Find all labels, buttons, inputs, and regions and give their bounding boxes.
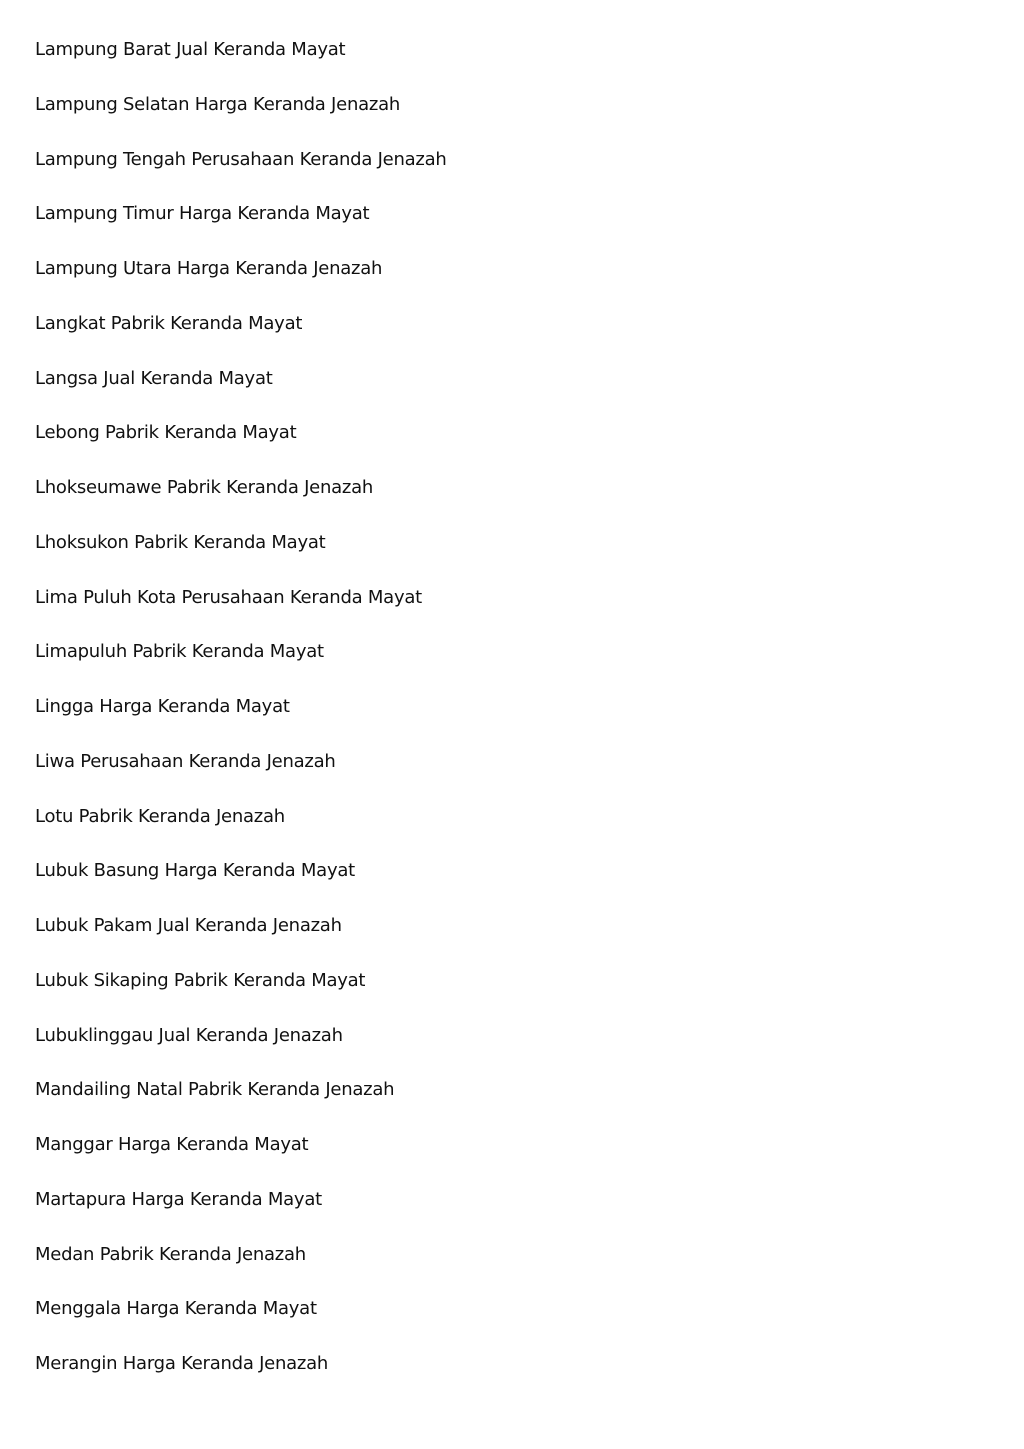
list-item[interactable]: Manggar Harga Keranda Mayat bbox=[35, 1134, 309, 1155]
list-item[interactable]: Liwa Perusahaan Keranda Jenazah bbox=[35, 750, 336, 772]
list-item[interactable]: Langkat Pabrik Keranda Mayat bbox=[35, 312, 303, 334]
list-item[interactable]: Merangin Harga Keranda Jenazah bbox=[35, 1353, 329, 1374]
list-item[interactable]: Lebong Pabrik Keranda Mayat bbox=[35, 422, 297, 444]
list-item[interactable]: Mandailing Natal Pabrik Keranda Jenazah bbox=[35, 1079, 395, 1101]
list-item[interactable]: Lhoksukon Pabrik Keranda Mayat bbox=[35, 531, 326, 553]
list-item[interactable]: Lampung Barat Jual Keranda Mayat bbox=[35, 39, 346, 60]
location-link-list bbox=[35, 36, 447, 1405]
list-item[interactable]: Lampung Utara Harga Keranda Jenazah bbox=[35, 258, 383, 279]
list-item[interactable]: Lampung Selatan Harga Keranda Jenazah bbox=[35, 93, 401, 115]
list-item[interactable]: Martapura Harga Keranda Mayat bbox=[35, 1188, 322, 1210]
list-item[interactable]: Lubuk Basung Harga Keranda Mayat bbox=[35, 860, 355, 882]
list-item[interactable]: Lubuk Pakam Jual Keranda Jenazah bbox=[35, 915, 342, 936]
list-item[interactable]: Lampung Tengah Perusahaan Keranda Jenazah bbox=[35, 148, 447, 170]
list-item[interactable]: Lubuk Sikaping Pabrik Keranda Mayat bbox=[35, 969, 366, 991]
list-item[interactable]: Lingga Harga Keranda Mayat bbox=[35, 696, 290, 717]
list-item[interactable]: Lubuklinggau Jual Keranda Jenazah bbox=[35, 1024, 343, 1046]
list-item[interactable]: Lotu Pabrik Keranda Jenazah bbox=[35, 805, 285, 827]
list-item[interactable]: Lima Puluh Kota Perusahaan Keranda Mayat bbox=[35, 586, 422, 608]
list-item[interactable]: Lampung Timur Harga Keranda Mayat bbox=[35, 203, 370, 225]
list-item[interactable]: Limapuluh Pabrik Keranda Mayat bbox=[35, 641, 324, 663]
list-item[interactable]: Langsa Jual Keranda Mayat bbox=[35, 367, 273, 389]
list-item[interactable]: Menggala Harga Keranda Mayat bbox=[35, 1298, 317, 1320]
list-item[interactable]: Lhokseumawe Pabrik Keranda Jenazah bbox=[35, 477, 374, 498]
list-item[interactable]: Medan Pabrik Keranda Jenazah bbox=[35, 1243, 306, 1265]
